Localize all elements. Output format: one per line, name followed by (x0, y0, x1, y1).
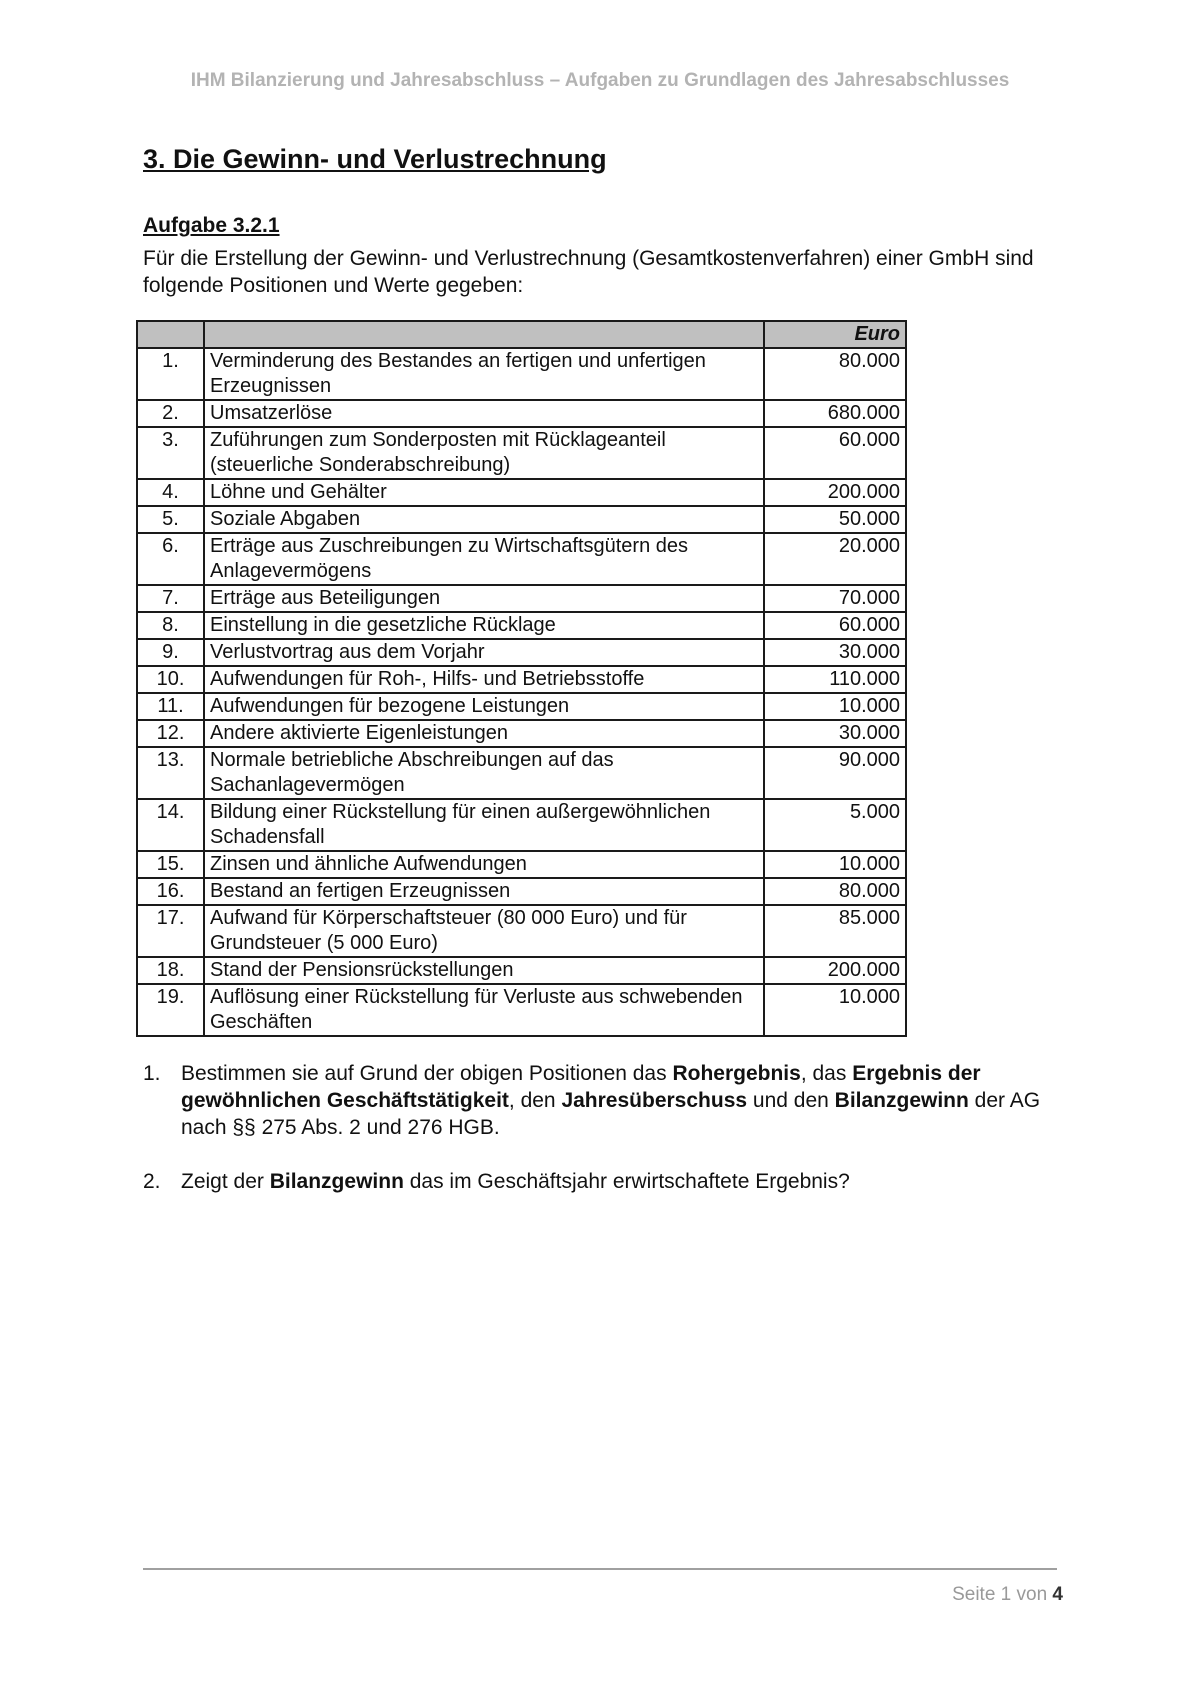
row-description: Einstellung in die gesetzliche Rücklage (204, 612, 764, 639)
table-row (137, 720, 906, 747)
row-value: 50.000 (764, 506, 906, 533)
question-text: und den (747, 1089, 835, 1112)
row-value: 680.000 (764, 400, 906, 427)
table-row (137, 693, 906, 720)
row-number: 1. (137, 348, 204, 400)
row-description: Normale betriebliche Abschreibungen auf das Sachanlagevermögen (204, 747, 764, 799)
table-row (137, 666, 906, 693)
row-value: 60.000 (764, 612, 906, 639)
row-description: Umsatzerlöse (204, 400, 764, 427)
question-item (143, 1060, 1063, 1141)
question-keyword: Ergebnis der gewöhnlichen Geschäftstätigkeit (181, 1062, 981, 1112)
row-value: 80.000 (764, 878, 906, 905)
row-description: Stand der Pensionsrückstellungen (204, 957, 764, 984)
table-row (137, 612, 906, 639)
row-number: 13. (137, 747, 204, 799)
question-text: , das (800, 1062, 853, 1085)
question-keyword: Rohergebnis (672, 1062, 801, 1085)
row-description: Aufwendungen für bezogene Leistungen (204, 693, 764, 720)
row-value: 5.000 (764, 799, 906, 851)
row-number: 11. (137, 693, 204, 720)
row-description: Bildung einer Rückstellung für einen außergewöhnlichen Schadensfall (204, 799, 764, 851)
row-number: 14. (137, 799, 204, 851)
table-row (137, 400, 906, 427)
table-row (137, 585, 906, 612)
row-description: Verminderung des Bestandes an fertigen und unfertigen Erzeugnissen (204, 348, 764, 400)
row-description: Soziale Abgaben (204, 506, 764, 533)
page-number-label: Seite 1 von (952, 1584, 1053, 1605)
table-row (137, 427, 906, 479)
questions-list (143, 1060, 1063, 1222)
table-row (137, 905, 906, 957)
row-number: 2. (137, 400, 204, 427)
row-value: 10.000 (764, 851, 906, 878)
row-number: 4. (137, 479, 204, 506)
table-row (137, 479, 906, 506)
row-value: 20.000 (764, 533, 906, 585)
table-row (137, 747, 906, 799)
header-cell-euro: Euro (764, 321, 906, 348)
row-value: 85.000 (764, 905, 906, 957)
question-text: Bestimmen sie auf Grund der obigen Positionen das (181, 1062, 673, 1085)
table-row (137, 639, 906, 666)
table-row (137, 506, 906, 533)
table-row (137, 799, 906, 851)
row-description: Aufwand für Körperschaftsteuer (80 000 Euro) und für Grundsteuer (5 000 Euro) (204, 905, 764, 957)
question-text: der AG nach §§ 275 Abs. 2 und 276 HGB. (181, 1089, 1041, 1139)
row-number: 7. (137, 585, 204, 612)
page-header: IHM Bilanzierung und Jahresabschluss – Aufgaben zu Grundlagen des Jahresabschlusses (190, 70, 1010, 91)
row-number: 18. (137, 957, 204, 984)
page-title: 3. Die Gewinn- und Verlustrechnung (143, 144, 607, 174)
table-body (137, 348, 906, 1036)
row-description: Zinsen und ähnliche Aufwendungen (204, 851, 764, 878)
question-keyword: Bilanzgewinn (834, 1089, 969, 1112)
task-label: Aufgabe 3.2.1 (143, 214, 280, 237)
row-value: 90.000 (764, 747, 906, 799)
question-text: Zeigt der (181, 1170, 270, 1193)
table-row (137, 984, 906, 1036)
row-number: 19. (137, 984, 204, 1036)
row-description: Zuführungen zum Sonderposten mit Rücklageanteil (steuerliche Sonderabschreibung) (204, 427, 764, 479)
question-number: 1. (143, 1062, 161, 1085)
header-cell-number (137, 321, 204, 348)
row-value: 60.000 (764, 427, 906, 479)
row-number: 3. (137, 427, 204, 479)
table-row (137, 533, 906, 585)
row-number: 9. (137, 639, 204, 666)
row-value: 30.000 (764, 720, 906, 747)
row-description: Verlustvortrag aus dem Vorjahr (204, 639, 764, 666)
row-value: 30.000 (764, 639, 906, 666)
row-value: 200.000 (764, 479, 906, 506)
row-description: Erträge aus Zuschreibungen zu Wirtschaftsgütern des Anlagevermögens (204, 533, 764, 585)
page-total: 4 (1052, 1584, 1063, 1605)
row-number: 15. (137, 851, 204, 878)
question-item (143, 1168, 1063, 1195)
row-description: Aufwendungen für Roh-, Hilfs- und Betriebsstoffe (204, 666, 764, 693)
header-cell-description (204, 321, 764, 348)
row-value: 200.000 (764, 957, 906, 984)
row-value: 80.000 (764, 348, 906, 400)
table-row (137, 878, 906, 905)
row-number: 12. (137, 720, 204, 747)
question-text: , den (508, 1089, 562, 1112)
row-value: 110.000 (764, 666, 906, 693)
row-number: 16. (137, 878, 204, 905)
row-description: Auflösung einer Rückstellung für Verluste aus schwebenden Geschäften (204, 984, 764, 1036)
task-intro: Für die Erstellung der Gewinn- und Verlustrechnung (Gesamtkostenverfahren) einer GmbH sind folgende Positionen und Werte gegeben: (143, 247, 1034, 297)
row-description: Bestand an fertigen Erzeugnissen (204, 878, 764, 905)
row-number: 8. (137, 612, 204, 639)
row-number: 17. (137, 905, 204, 957)
row-description: Erträge aus Beteiligungen (204, 585, 764, 612)
row-value: 10.000 (764, 984, 906, 1036)
row-number: 10. (137, 666, 204, 693)
table-row (137, 957, 906, 984)
question-number: 2. (143, 1170, 161, 1193)
row-value: 70.000 (764, 585, 906, 612)
row-value: 10.000 (764, 693, 906, 720)
table-header-row (137, 321, 906, 348)
positions-table (136, 320, 907, 1037)
row-number: 5. (137, 506, 204, 533)
question-text: das im Geschäftsjahr erwirtschaftete Ergebnis? (403, 1170, 850, 1193)
question-keyword: Jahresüberschuss (561, 1089, 748, 1112)
page-footer (952, 1584, 1063, 1606)
question-keyword: Bilanzgewinn (269, 1170, 404, 1193)
footer-divider (143, 1568, 1057, 1570)
row-description: Andere aktivierte Eigenleistungen (204, 720, 764, 747)
row-description: Löhne und Gehälter (204, 479, 764, 506)
table-row (137, 348, 906, 400)
table-row (137, 851, 906, 878)
row-number: 6. (137, 533, 204, 585)
